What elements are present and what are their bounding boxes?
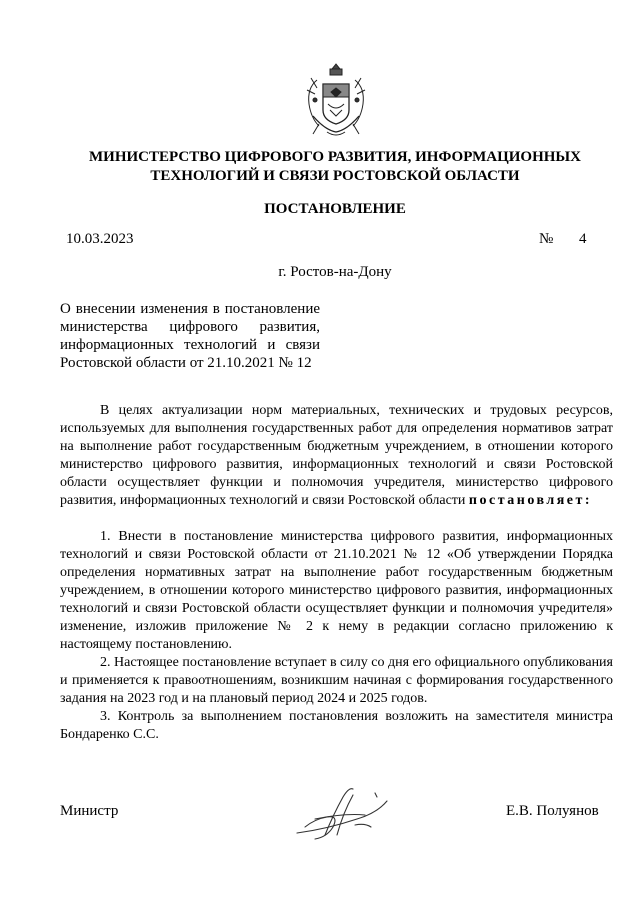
decree-word: постановляет: xyxy=(468,493,593,508)
decree-item-1: 1. Внести в постановление министерства цифрового развития, информационных технологий и связи Ростовской области от 21.10.2021 № 12 «Об утверждении Порядка определения нормативных затрат на выполнение работ государственным бюджетным учреждением, в отношении которого министерство цифрового развития, информационных технологий и связи Ростовской области осуществляет функции и полномочия учредителя» изменение, изложив приложение № 2 к нему в редакции согласно приложению к настоящему постановлению. xyxy=(60,529,613,652)
preamble-text: В целях актуализации норм материальных, технических и трудовых ресурсов, используемых для выполнения государственных работ для определения нормативов затрат на выполнение работ государственным бюджетным учреждением, в отношении которого министерство цифрового развития, информационных технологий и связи Ростовской области осуществляет функции и полномочия учредителя, министерство цифрового развития, информационных технологий и связи Ростовской области xyxy=(60,403,613,508)
document-body xyxy=(60,402,613,744)
coat-of-arms-emblem xyxy=(297,60,375,140)
preamble-paragraph xyxy=(60,402,613,510)
authority-line-2: ТЕХНОЛОГИЙ И СВЯЗИ РОСТОВСКОЙ ОБЛАСТИ xyxy=(150,168,520,184)
issuing-authority xyxy=(60,148,610,186)
handwritten-signature xyxy=(285,785,395,845)
decree-item-3: 3. Контроль за выполнением постановления возложить на заместителя министра Бондаренко С.С. xyxy=(60,709,613,742)
document-subject: О внесении изменения в постановление министерства цифрового развития, информационных технологий и связи Ростовской области от 21.10.2021 № 12 xyxy=(60,301,320,371)
document-date: 10.03.2023 xyxy=(66,231,134,247)
number-label: № xyxy=(539,231,554,247)
decree-item-2: 2. Настоящее постановление вступает в силу со дня его официального опубликования и применяется к правоотношениям, возникшим начиная с формирования государственного задания на 2023 год и на плановый период 2024 и 2025 годов. xyxy=(60,655,613,706)
document-number: 4 xyxy=(579,231,587,247)
authority-line-1: МИНИСТЕРСТВО ЦИФРОВОГО РАЗВИТИЯ, ИНФОРМАЦИОННЫХ xyxy=(89,149,581,165)
signer-name: Е.В. Полуянов xyxy=(506,803,599,819)
issue-city: г. Ростов-на-Дону xyxy=(278,264,392,280)
signer-position: Министр xyxy=(60,803,119,819)
document-type: ПОСТАНОВЛЕНИЕ xyxy=(264,201,406,217)
